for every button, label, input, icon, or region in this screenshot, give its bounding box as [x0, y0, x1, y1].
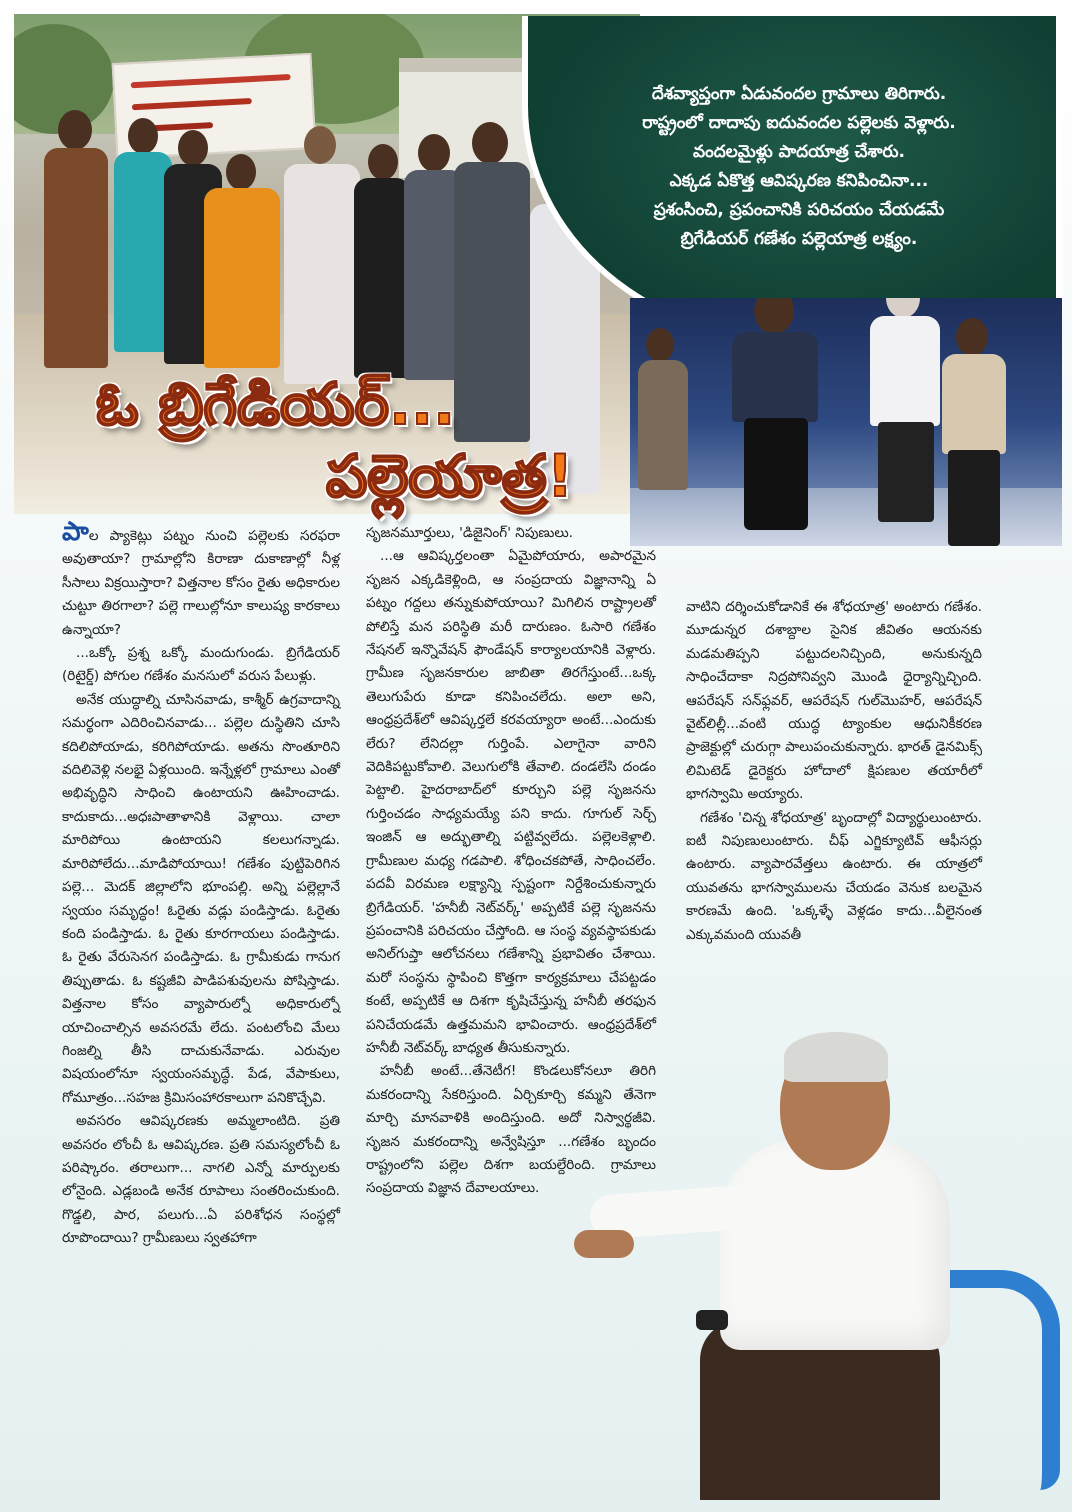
- portrait-shirt: [720, 1140, 950, 1350]
- article-paragraph: హనీబీ అంటే...తేనెటీగ! కొండలుకోనలూ తిరిగి మకరందాన్ని సేకరిస్తుంది. ఏర్చికూర్చి కమ్మని తేనెగా మార్చి మానవాళికి అందిస్తుంది. అదో నిస్వార్థజీవి. సృజన మకరందాన్ని అన్వేషిస్తూ ...గణేశం బృందం రాష్ట్రంలోని పల్లెల దిశగా బయల్దేరింది. గ్రామాలు సంప్రదాయ విజ్ఞాన దేవాలయాలు.: [366, 1063, 656, 1197]
- drop-cap: పా: [62, 517, 89, 547]
- article-paragraph: సృజనమూర్తులు, 'డిజైనింగ్' నిపుణులు.: [366, 525, 573, 541]
- article-paragraph: ...ఆ ఆవిష్కర్తలంతా ఏమైపోయారు, అపారమైన సృజన ఎక్కడికెళ్లింది, ఆ సంప్రదాయ విజ్ఞానాన్ని ఏ పట్నం గద్దలు తన్నుకుపోయాయి? మిగిలిన రాష్ట్రాలతో పోలిస్తే మన పరిస్థితి మరీ దారుణం. ఓసారి గణేశం నేషనల్ ఇన్నొవేషన్ ఫౌండేషన్ కార్యాలయానికి వెళ్లారు. గ్రామీణ సృజనకారుల జాబితా తిరగేస్తుంటే...ఒక్క తెలుగుపేరు కూడా కనిపించలేదు. అలా అని, ఆంధ్రప్రదేశ్‌లో ఆవిష్కర్తలే కరవయ్యారా అంటే...ఎందుకు లేరు? లేనిదల్లా గుర్తింపే. ఎలాగైనా వారిని వెదికిపట్టుకోవాలి. వెలుగులోకి తేవాలి. దండలేసి దండం పెట్టాలి. హైదరాబాద్‌లో కూర్చుని పల్లె సృజనను గుర్తించడం సాధ్యమయ్యే పని కాదు. గూగుల్ సెర్చ్ ఇంజిన్ ఆ అద్భుతాల్ని పట్టివ్వలేదు. పల్లెలకెళ్లాలి. గ్రామీణుల మధ్య గడపాలి. శోధించకపోతే, సాధించలేం. పదవీ విరమణ లక్ష్యాన్ని స్పష్టంగా నిర్దేశించుకున్నారు బ్రిగేడియర్. 'హనీబీ నెట్‌వర్క్' అప్పటికే పల్లె సృజనను ప్రపంచానికి పరిచయం చేస్తోంది. ఆ సంస్థ వ్యవస్థాపకుడు అనిల్‌గుప్తా ఆలోచనలు గణేశాన్ని ప్రభావితం చేశాయి. మరో సంస్థను స్థాపించి కొత్తగా కార్యక్రమాలు చేపట్టడం కంటే, అప్పటికే ఆ దిశగా కృషిచేస్తున్న హనీబీ తరఫున పనిచేయడమే ఉత్తమమని భావించారు. ఆంధ్రప్రదేశ్‌లో హనీబీ నెట్‌వర్క్ బాధ్యత తీసుకున్నారు.: [366, 548, 656, 1056]
- article-paragraph: వాటిని దర్శించుకోడానికే ఈ శోధయాత్ర' అంటారు గణేశం. మూడున్నర దశాబ్దాల సైనిక జీవితం ఆయనకు మడమతిప్పని పట్టుదలనిచ్చింది, అనుకున్నది సాధించేదాకా నిద్రపోనివ్వని మొండి ధైర్యాన్నిచ్చింది. ఆపరేషన్ సన్‌ఫ్లవర్, ఆపరేషన్ గుల్‌మొహర్, ఆపరేషన్ వైట్‌లిల్లీ...వంటి యుద్ధ ట్యాంకుల ఆధునికీకరణ ప్రాజెక్టుల్లో చురుగ్గా పాలుపంచుకున్నారు. భారత్ డైనమిక్స్ లిమిటెడ్ డైరెక్టరు హోదాలో క్షిపణుల తయారీలో భాగస్వామి అయ్యారు.: [686, 599, 982, 803]
- article-paragraph: [62, 517, 340, 642]
- phone-icon: [696, 1310, 728, 1330]
- headline-line-2: పల్లెయాత్ర!: [326, 442, 574, 510]
- article-paragraph: ...ఒక్కో ప్రశ్న ఒక్కో మందుగుండు. బ్రిగేడియర్ (రిటైర్డ్) పోగుల గణేశం మనసులో వరుస పేలుళ్లు.: [62, 645, 340, 685]
- callout-text: [564, 80, 1034, 254]
- headline-line-1: ఓ బ్రిగేడియర్...: [96, 370, 456, 438]
- walking-photo: [630, 298, 1062, 546]
- portrait-hand: [574, 1230, 634, 1258]
- portrait-hair: [784, 1032, 888, 1082]
- callout-line: ఎక్కడ ఏకొత్త ఆవిష్కరణ కనిపించినా...: [669, 171, 929, 191]
- portrait-photo: [570, 1020, 1062, 1502]
- paragraph-text: ల ప్యాకెట్లు పట్నం నుంచి పల్లెలకు సరఫరా అవుతాయా? గ్రామాల్లోని కిరాణా దుకాణాల్లో నీళ్ల సీసాలు విక్రయిస్తారా? విత్తనాల కోసం రైతు అధికారుల చుట్టూ తిరగాలా? పల్లె గాలుల్లోనూ కాలుష్య కారకాలు ఉన్నాయా?: [62, 528, 340, 638]
- article-paragraph: గణేశం 'చిన్న శోధయాత్ర' బృందాల్లో విద్యార్థులుంటారు. ఐటీ నిపుణులుంటారు. చీఫ్ ఎగ్జిక్యూటివ్ ఆఫీసర్లు ఉంటారు. వ్యాపారవేత్తలు ఉంటారు. ఈ యాత్రలో యువతను భాగస్వాములను చేయడం వెనుక బలమైన కారణమే ఉంది. 'ఒక్కళ్ళే వెళ్లడం కాదు...వీలైనంత ఎక్కువమంది యువతీ: [686, 809, 982, 943]
- article-column-3: [686, 596, 982, 947]
- callout-line: దేశవ్యాప్తంగా ఏడువందల గ్రామాలు తిరిగారు.: [651, 84, 947, 104]
- article-paragraph: అవసరం ఆవిష్కరణకు అమ్మలాంటిది. ప్రతి అవసరం లోంచీ ఓ ఆవిష్కరణ. ప్రతి సమస్యలోంచీ ఓ పరిష్కారం. తరాలుగా... నాగలి ఎన్నో మార్పులకు లోనైంది. ఎడ్లబండి అనేక రూపాలు సంతరించుకుంది. గొడ్డలి, పార, పలుగు...ఏ పరిశోధన సంస్థల్లో రూపొందాయి? గ్రామీణులు స్వతహాగా: [62, 1113, 340, 1247]
- callout-line: బ్రిగేడియర్ గణేశం పల్లెయాత్ర లక్ష్యం.: [680, 229, 918, 249]
- callout-line: రాష్ట్రంలో దాదాపు ఐదువందల పల్లెలకు వెళ్లారు.: [642, 113, 956, 133]
- callout-line: ప్రశంసించి, ప్రపంచానికి పరిచయం చేయడమే: [653, 200, 945, 220]
- article-column-1: [62, 517, 340, 1251]
- article-paragraph: అనేక యుద్ధాల్ని చూసినవాడు, కాశ్మీర్ ఉగ్రవాదాన్ని సమర్థంగా ఎదిరించినవాడు... పల్లెల దుస్థితిని చూసి కదిలిపోయాడు, కరిగిపోయాడు. అతను సొంతూరిని వదిలివెళ్లి నలభై ఏళ్లయింది. ఇన్నేళ్లలో గ్రామాలు ఎంతో అభివృద్ధిని సాధించి ఉంటాయని ఊహించాడు. కాదుకాదు...అధఃపాతాళానికి వెళ్లాయి. చాలా మారిపోయి ఉంటాయని కలలుగన్నాడు. మారిపోలేదు...మాడిపోయాయి! గణేశం పుట్టిపెరిగిన పల్లె... మెదక్ జిల్లాలోని భూంపల్లి. అన్ని పల్లెల్లానే స్వయం సమృద్ధం! ఓరైతు వడ్లు పండిస్తాడు. ఓరైతు కంది పండిస్తాడు. ఓ రైతు కూరగాయలు పండిస్తాడు. ఓ రైతు వేరుసెనగ పండిస్తాడు. ఓ గ్రామీకుడు గానుగ తిప్పుతాడు. ఓ కష్టజీవి పాడిపశువులను పోషిస్తాడు. విత్తనాల కోసం వ్యాపారుల్నో అధికారుల్నో యాచించాల్సిన అవసరమే లేదు. పంటలోంచి మేలు గింజల్ని తీసి దాచుకునేవాడు. ఎరువుల విషయంలోనూ స్వయంసమృద్ధే. పేడ, వేపాకులు, గోమూత్రం...సహజ క్రిమిసంహారకాలుగా పనికొచ్చేవి.: [62, 691, 340, 1106]
- callout-line: వందలమైళ్లు పాదయాత్ర చేశారు.: [693, 142, 905, 162]
- headline: [96, 368, 656, 512]
